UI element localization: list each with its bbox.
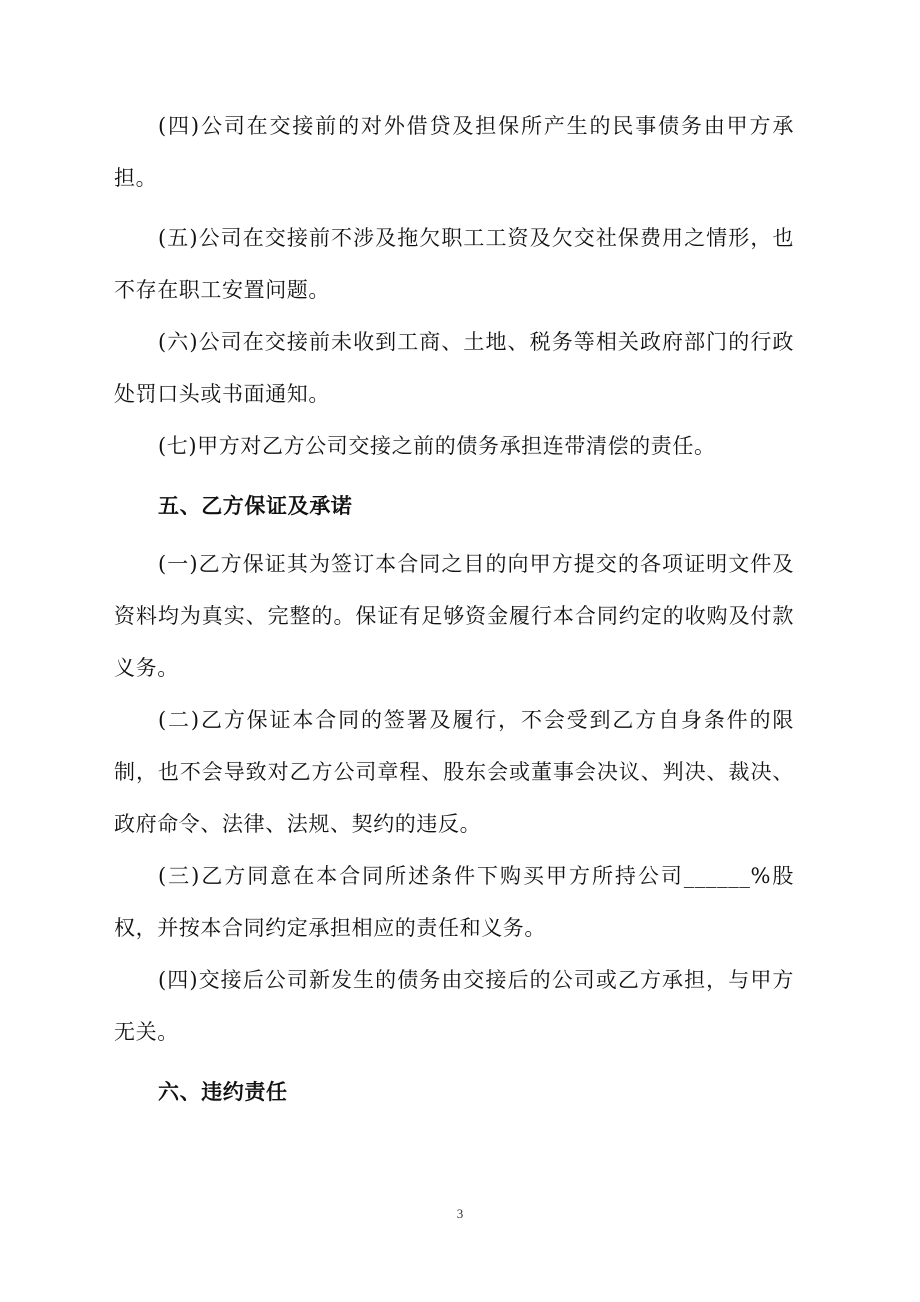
paragraph-post-handover-debt: (四)交接后公司新发生的债务由交接后的公司或乙方承担，与甲方无关。 <box>114 968 794 1044</box>
paragraph-wages-social-security: (五)公司在交接前不涉及拖欠职工工资及欠交社保费用之情形，也不存在职工安置问题。 <box>114 226 794 302</box>
paragraph-debt-lending: (四)公司在交接前的对外借贷及担保所产生的民事债务由甲方承担。 <box>114 114 794 190</box>
paragraph-party-b-signing: (二)乙方保证本合同的签署及履行，不会受到乙方自身条件的限制，也不会导致对乙方公司章程、股东会或董事会决议、判决、裁决、政府命令、法律、法规、契约的违反。 <box>114 708 794 836</box>
page-number: 3 <box>456 1206 464 1221</box>
paragraph-party-b-documents: (一)乙方保证其为签订本合同之目的向甲方提交的各项证明文件及资料均为真实、完整的。保证有足够资金履行本合同约定的收购及付款义务。 <box>114 552 794 680</box>
paragraph-administrative-penalty: (六)公司在交接前未收到工商、土地、税务等相关政府部门的行政处罚口头或书面通知。 <box>114 330 794 406</box>
section-heading-liability-breach: 六、违约责任 <box>158 1079 288 1104</box>
paragraph-joint-liability: (七)甲方对乙方公司交接之前的债务承担连带清偿的责任。 <box>158 434 716 458</box>
paragraph-party-b-purchase: (三)乙方同意在本合同所述条件下购买甲方所持公司______%股权，并按本合同约定承担相应的责任和义务。 <box>114 864 794 940</box>
section-heading-party-b-guarantee: 五、乙方保证及承诺 <box>158 493 353 518</box>
